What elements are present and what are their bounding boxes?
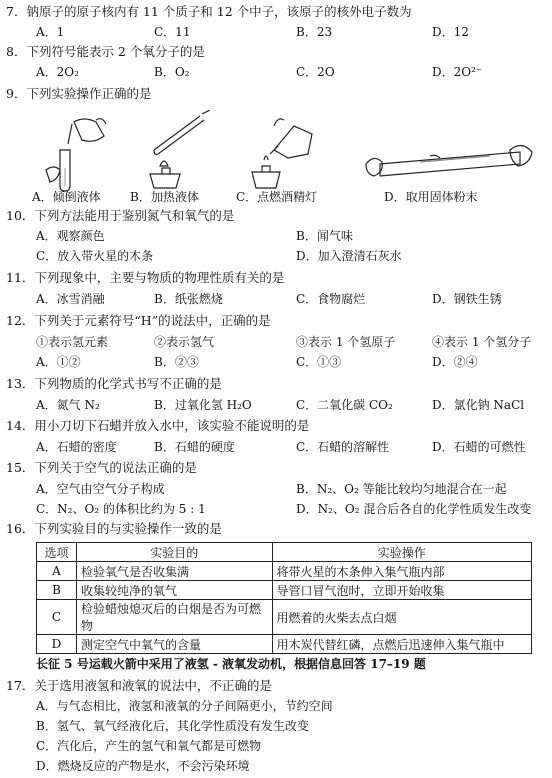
powder-trough-figure bbox=[360, 110, 540, 192]
table-cell: A bbox=[37, 562, 77, 581]
question-11-stem: 11．下列现象中，主要与物质的物理性质有关的是 bbox=[6, 270, 285, 285]
light-lamp-figure bbox=[244, 110, 324, 192]
q11-option-b: B．纸张燃烧 bbox=[154, 292, 223, 306]
table-cell: D bbox=[37, 635, 77, 654]
q10-option-d: D．加入澄清石灰水 bbox=[296, 249, 402, 263]
question-13-stem: 13．下列物质的化学式书写不正确的是 bbox=[6, 376, 222, 391]
q11-option-a: A．冰雪消融 bbox=[36, 292, 105, 306]
q14-option-b: B．石蜡的硬度 bbox=[154, 440, 235, 454]
pour-liquid-figure bbox=[36, 110, 116, 192]
q17-option-c: C．汽化后，产生的氢气和氧气都是可燃物 bbox=[36, 739, 262, 753]
question-14-stem: 14．用小刀切下石蜡并放入水中，该实验不能说明的是 bbox=[6, 418, 310, 433]
q11-option-c: C．食物腐烂 bbox=[296, 292, 366, 306]
question-10-stem: 10．下列方法能用于鉴别氮气和氧气的是 bbox=[6, 208, 235, 223]
table-cell: 检验蜡烛熄灭后的白烟是否为可燃物 bbox=[76, 600, 272, 635]
q12-option-b: B．②③ bbox=[154, 355, 199, 369]
table-cell: 将带火星的木条伸入集气瓶内部 bbox=[272, 562, 531, 581]
q7-option-b: B．23 bbox=[296, 25, 333, 39]
table-cell: 导管口冒气泡时，立即开始收集 bbox=[272, 581, 531, 600]
question-8-stem: 8．下列符号能表示 2 个氧分子的是 bbox=[6, 44, 205, 59]
question-15-stem: 15．下列关于空气的说法正确的是 bbox=[6, 460, 197, 475]
table-header-row bbox=[37, 543, 532, 562]
experiment-table bbox=[36, 542, 532, 654]
q13-option-d: D．氯化钠 NaCl bbox=[432, 398, 525, 412]
q10-option-a: A．观察颜色 bbox=[36, 229, 105, 243]
question-9-stem: 9．下列实验操作正确的是 bbox=[6, 86, 152, 101]
table-cell: B bbox=[37, 581, 77, 600]
q9-caption-b: B．加热液体 bbox=[130, 190, 199, 204]
q7-option-a: A．1 bbox=[36, 25, 65, 39]
q13-option-c: C．二氧化碳 CO₂ bbox=[296, 398, 393, 412]
table-cell: 检验氧气是否收集满 bbox=[76, 562, 272, 581]
table-cell: 用燃着的火柴去点白烟 bbox=[272, 600, 531, 635]
q12-statement-2: ②表示氢气 bbox=[154, 335, 215, 349]
table-cell: 用木炭代替红磷，点燃后迅速伸入集气瓶中 bbox=[272, 635, 531, 654]
question-7-stem: 7．钠原子的原子核内有 11 个质子和 12 个中子，该原子的核外电子数为 bbox=[6, 4, 412, 19]
table-row bbox=[37, 581, 532, 600]
table-cell: 收集较纯净的氧气 bbox=[76, 581, 272, 600]
q9-caption-a: A．倾倒液体 bbox=[32, 190, 101, 204]
q8-option-c: C．2O bbox=[296, 65, 335, 79]
q9-caption-d: D．取用固体粉末 bbox=[384, 190, 478, 204]
q12-option-c: C．①③ bbox=[296, 355, 342, 369]
question-16-stem: 16．下列实验目的与实验操作一致的是 bbox=[6, 521, 222, 536]
q7-option-d: D．12 bbox=[432, 25, 469, 39]
q17-option-d: D．燃烧反应的产物是水，不会污染环境 bbox=[36, 759, 250, 773]
table-header: 选项 bbox=[37, 543, 77, 562]
q8-option-b: B．O₂ bbox=[154, 65, 190, 79]
q10-option-b: B．闻气味 bbox=[296, 229, 353, 243]
q12-option-d: D．②④ bbox=[432, 355, 478, 369]
q12-statement-4: ④表示 1 个氢分子 bbox=[432, 335, 532, 349]
q9-figures bbox=[20, 110, 540, 192]
q15-option-c: C．N₂、O₂ 的体积比约为 5 : 1 bbox=[36, 502, 206, 516]
q14-option-d: D．石蜡的可燃性 bbox=[432, 440, 526, 454]
table-header: 实验操作 bbox=[272, 543, 531, 562]
q13-option-b: B．过氧化氢 H₂O bbox=[154, 398, 252, 412]
question-17-stem: 17．关于选用液氢和液氧的说法中，不正确的是 bbox=[6, 678, 272, 693]
q15-option-a: A．空气由空气分子构成 bbox=[36, 482, 165, 496]
table-row bbox=[37, 600, 532, 635]
q13-option-a: A．氮气 N₂ bbox=[36, 398, 100, 412]
q10-option-c: C．放入带火星的木条 bbox=[36, 249, 154, 263]
table-cell: C bbox=[37, 600, 77, 635]
table-row bbox=[37, 562, 532, 581]
q12-option-a: A．①② bbox=[36, 355, 81, 369]
q7-option-c: C．11 bbox=[154, 25, 191, 39]
q17-option-b: B．氢气、氧气经液化后，其化学性质没有发生改变 bbox=[36, 719, 309, 733]
q8-option-d: D．2O²⁻ bbox=[432, 65, 483, 79]
q17-option-a: A．与气态相比，液氢和液氧的分子间隔更小，节约空间 bbox=[36, 699, 333, 713]
table-cell: 测定空气中氧气的含量 bbox=[76, 635, 272, 654]
q15-option-b: B．N₂、O₂ 等能比较均匀地混合在一起 bbox=[296, 482, 507, 496]
q12-statement-1: ①表示氢元素 bbox=[36, 335, 109, 349]
q14-option-a: A．石蜡的密度 bbox=[36, 440, 117, 454]
table-row bbox=[37, 635, 532, 654]
section-intro: 长征 5 号运载火箭中采用了液氢 - 液氧发动机，根据信息回答 17–19 题 bbox=[36, 657, 426, 671]
q8-option-a: A．2O₂ bbox=[36, 65, 79, 79]
q9-caption-c: C．点燃酒精灯 bbox=[236, 190, 318, 204]
heat-liquid-figure bbox=[140, 110, 220, 192]
question-12-stem: 12．下列关于元素符号“H”的说法中，正确的是 bbox=[6, 313, 271, 328]
q12-statement-3: ③表示 1 个氢原子 bbox=[296, 335, 396, 349]
table-header: 实验目的 bbox=[76, 543, 272, 562]
q11-option-d: D．钢铁生锈 bbox=[432, 292, 502, 306]
q14-option-c: C．石蜡的溶解性 bbox=[296, 440, 390, 454]
q15-option-d: D．N₂、O₂ 混合后各自的化学性质发生改变 bbox=[296, 502, 532, 516]
